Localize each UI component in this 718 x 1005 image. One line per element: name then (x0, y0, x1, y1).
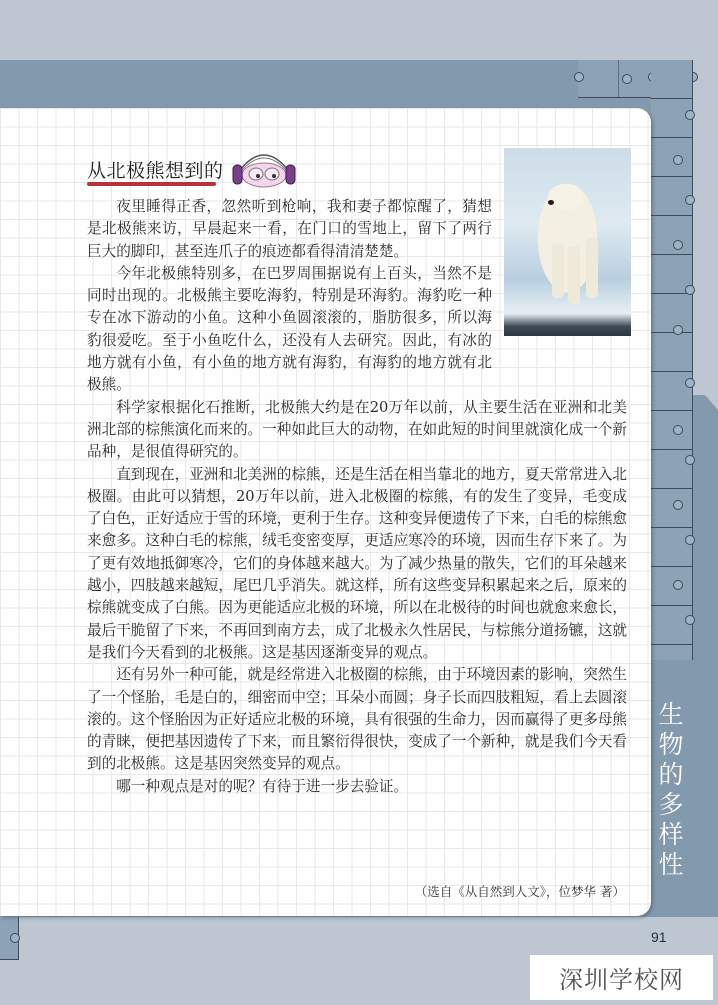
paragraph-6: 哪一种观点是对的呢？有待于进一步去验证。 (116, 777, 409, 795)
puzzle-knob-icon (673, 240, 683, 250)
headphones-mascot-icon (228, 144, 300, 190)
puzzle-border-bottom-left (0, 917, 19, 960)
paragraph-2: 今年北极熊特别多，在巴罗周围据说有上百头，当然不是同时出现的。北极熊主要吃海豹，特别是环海豹。海豹吃一种专在冰下游动的小鱼。这种小鱼圆滚滚的，脂肪很多，所以海豹很爱吃。至于小鱼吃什么，还没有人去研究。因此，有冰的地方就有小鱼，有小鱼的地方就有海豹，有海豹的地方就有北极熊。 (87, 264, 492, 394)
puzzle-knob-icon (685, 195, 695, 205)
puzzle-knob-icon (673, 155, 683, 165)
puzzle-knob-icon (673, 325, 683, 335)
article-title: 从北极熊想到的 (87, 160, 224, 182)
paragraph-3: 科学家根据化石推断，北极熊大约是在20万年以前，从主要生活在亚洲和北美洲北部的棕熊演化而来的。一种如此巨大的动物，在如此短的时间里就演化成一个新品种，是很值得研究的。 (87, 398, 627, 461)
puzzle-knob-icon (10, 933, 20, 943)
puzzle-knob-icon (685, 378, 695, 388)
paragraph-4: 直到现在，亚洲和北美洲的棕熊，还是生活在相当靠北的地方，夏天常常进入北极圈。由此可以猜想，20万年以前，进入北极圈的棕熊，有的发生了变异，毛变成了白色，正好适应于雪的环境，更利于生存。这种变异便遗传了下来，白毛的棕熊愈来愈多。这种白毛的棕熊，绒毛变密变厚，更适应寒冷的环境，因而生存下来了。为了更有效地抵御寒冷，它们的身体越来越大。为了减少热量的散失，它们的耳朵越来越小，四肢越来越短，尾巴几乎消失。就这样，所有这些变异积累起来之后，原来的棕熊就变成了白熊。因为更能适应北极的环境，所以在北极待的时间也就愈来愈长，最后干脆留了下来，不再回到南方去，成了北极永久性居民，与棕熊分道扬镳，这就是我们今天看到的北极熊。这是基因逐渐变异的观点。 (87, 465, 627, 661)
source-citation: （选自《从自然到人文》，位梦华 著） (414, 884, 625, 899)
puzzle-knob-icon (673, 425, 683, 435)
section-label-vertical: 生物的多样性 (658, 700, 684, 879)
puzzle-knob-icon (673, 580, 683, 590)
puzzle-knob-icon (673, 500, 683, 510)
paragraph-1: 夜里睡得正香，忽然听到枪响，我和妻子都惊醒了，猜想是北极熊来访，早晨起来一看，在门口的雪地上，留下了两行巨大的脚印，甚至连爪子的痕迹都看得清清楚楚。 (87, 198, 492, 260)
puzzle-border-right (651, 60, 693, 660)
page-number: 91 (651, 929, 667, 945)
watermark: 深圳学校网 (530, 955, 713, 1000)
article-body (87, 196, 627, 798)
title-underline (87, 182, 216, 186)
puzzle-knob-icon (685, 535, 695, 545)
puzzle-knob-icon (685, 455, 695, 465)
paragraph-5: 还有另外一种可能，就是经常进入北极圈的棕熊，由于环境因素的影响，突然生了一个怪胎，毛是白的，细密而中空；耳朵小而圆；身子长而四肢粗短，看上去圆滚滚的。这个怪胎因为正好适应北极的环境，具有很强的生命力，因而赢得了更多母熊的青睐，便把基因遗传了下来，而且繁衍得很快，变成了一个新种，就是我们今天看到的北极熊。这是基因突然变异的观点。 (87, 666, 627, 773)
puzzle-knob-icon (685, 110, 695, 120)
puzzle-knob-icon (685, 285, 695, 295)
puzzle-knob-icon (622, 74, 632, 84)
frame-edge (692, 60, 718, 395)
frame-edge-diagonal (692, 380, 718, 410)
puzzle-knob-icon (574, 72, 584, 82)
puzzle-knob-icon (685, 615, 695, 625)
